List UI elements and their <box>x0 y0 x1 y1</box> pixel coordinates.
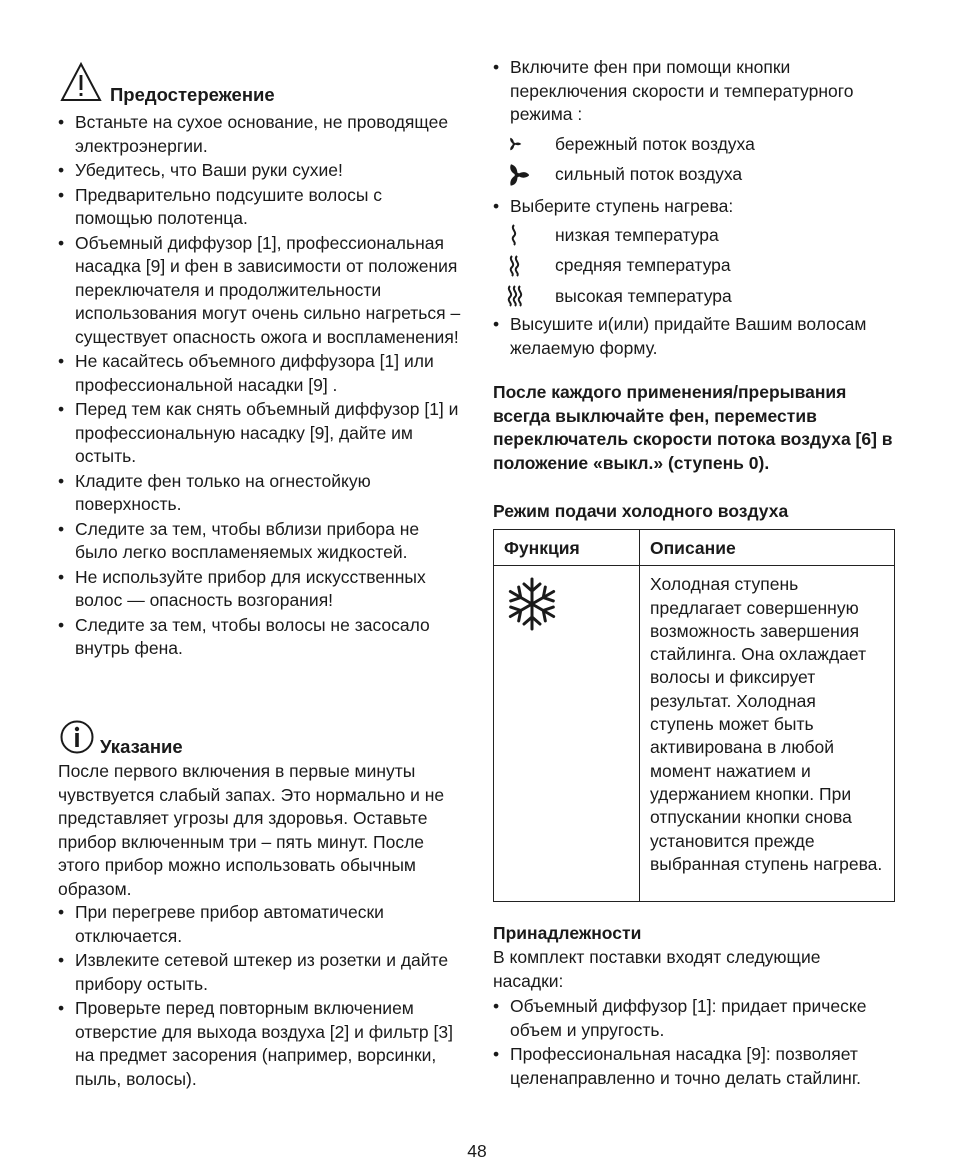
heat-medium-icon <box>505 254 555 278</box>
list-item: • Предварительно подсушите волосы с помощью полотенца. <box>58 184 463 231</box>
list-item: • Следите за тем, чтобы волосы не засосало внутрь фена. <box>58 614 463 661</box>
note-list <box>58 901 463 1092</box>
accessories-title: Принадлежности <box>493 923 642 943</box>
note-title: Указание <box>100 736 183 757</box>
caution-heading <box>60 62 460 104</box>
page-number: 48 <box>467 1141 487 1161</box>
list-item: • Объемный диффузор [1]: придает прическе объем и упругость. <box>493 995 895 1042</box>
accessories-list <box>493 995 895 1091</box>
caution-title: Предостережение <box>110 84 275 105</box>
fan-large-icon <box>505 163 555 187</box>
airflow-row-gentle <box>493 129 895 160</box>
airflow-label-strong: сильный поток воздуха <box>555 164 743 184</box>
heat-label-medium: средняя температура <box>555 255 731 275</box>
heat-low-icon <box>505 223 555 247</box>
table-header-function: Функция <box>494 530 640 566</box>
heat-row-high <box>493 281 895 312</box>
switch-off-warning: После каждого применения/прерывания всегда выключайте фен, переместив переключатель скорости потока воздуха [6] в положение «выкл.» (ступень 0). <box>493 382 893 473</box>
list-item: • Не касайтесь объемного диффузора [1] или профессиональной насадки [9] . <box>58 350 463 397</box>
table-header-row <box>494 530 895 566</box>
list-item: • Встаньте на сухое основание, не проводящее электроэнергии. <box>58 111 463 158</box>
accessories-intro: В комплект поставки входят следующие насадки: <box>493 947 821 991</box>
table-cell-description: Холодная ступень предлагает совершенную возможность завершения стайлинга. Она охлаждает волосы и фиксирует результат. Холодная ступень может быть активирована в любой момент нажатием и удержанием кнопки. При отпускании кнопки снова установится прежде выбранная ступень нагрева. <box>640 566 895 902</box>
caution-list <box>58 111 463 662</box>
list-item: • Кладите фен только на огнестойкую поверхность. <box>58 470 463 517</box>
list-item: • Перед тем как снять объемный диффузор [1] и профессиональную насадку [9], дайте им остыть. <box>58 398 463 469</box>
airflow-list <box>493 129 895 190</box>
switch-on-list <box>493 56 895 128</box>
cold-mode-table <box>493 529 895 902</box>
airflow-label-gentle: бережный поток воздуха <box>555 133 755 154</box>
info-icon <box>60 720 94 754</box>
list-item: • При перегреве прибор автоматически отключается. <box>58 901 463 948</box>
heat-label-low: низкая температура <box>555 224 719 245</box>
heat-select-item: • Выберите ступень нагрева: <box>493 195 895 219</box>
list-item: • Проверьте перед повторным включением отверстие для выхода воздуха [2] и фильтр [3] на предмет засорения (например, ворсинки, пыль, волосы). <box>58 997 463 1091</box>
dry-item: • Высушите и(или) придайте Вашим волосам желаемую форму. <box>493 313 895 360</box>
cold-mode-title: Режим подачи холодного воздуха <box>493 501 789 521</box>
list-item: • Извлеките сетевой штекер из розетки и дайте прибору остыть. <box>58 949 463 996</box>
list-item: • Убедитесь, что Ваши руки сухие! <box>58 159 463 183</box>
heat-row-low <box>493 220 895 251</box>
heat-row-medium <box>493 251 895 282</box>
heat-list <box>493 220 895 312</box>
note-heading <box>60 720 460 756</box>
dry-list <box>493 313 895 361</box>
heat-high-icon <box>505 284 555 308</box>
list-item: • Следите за тем, чтобы вблизи прибора не было легко воспламеняемых жидкостей. <box>58 518 463 565</box>
list-item: • Профессиональная насадка [9]: позволяет целенаправленно и точно делать стайлинг. <box>493 1043 895 1090</box>
fan-small-icon <box>505 135 555 153</box>
heat-label-high: высокая температура <box>555 285 732 306</box>
heat-select-list <box>493 195 895 220</box>
list-item: • Не используйте прибор для искусственных волос — опасность возгорания! <box>58 566 463 613</box>
switch-on-item: • Включите фен при помощи кнопки переключения скорости и температурного режима : <box>493 56 895 127</box>
note-paragraph: После первого включения в первые минуты чувствуется слабый запах. Это нормально и не представляет угрозы для здоровья. Оставьте прибор включенным три – пять минут. После этого прибор можно использовать обычным образом. <box>58 761 445 899</box>
airflow-row-strong <box>493 160 895 191</box>
table-row <box>494 566 895 902</box>
snowflake-icon <box>504 576 560 632</box>
warning-triangle-icon <box>60 62 102 102</box>
list-item: • Объемный диффузор [1], профессиональная насадка [9] и фен в зависимости от положения переключателя и продолжительности использования могут очень сильно нагреться – существует опасность ожога и воспламенения! <box>58 232 463 350</box>
table-cell-icon <box>494 566 640 902</box>
table-header-description: Описание <box>640 530 895 566</box>
